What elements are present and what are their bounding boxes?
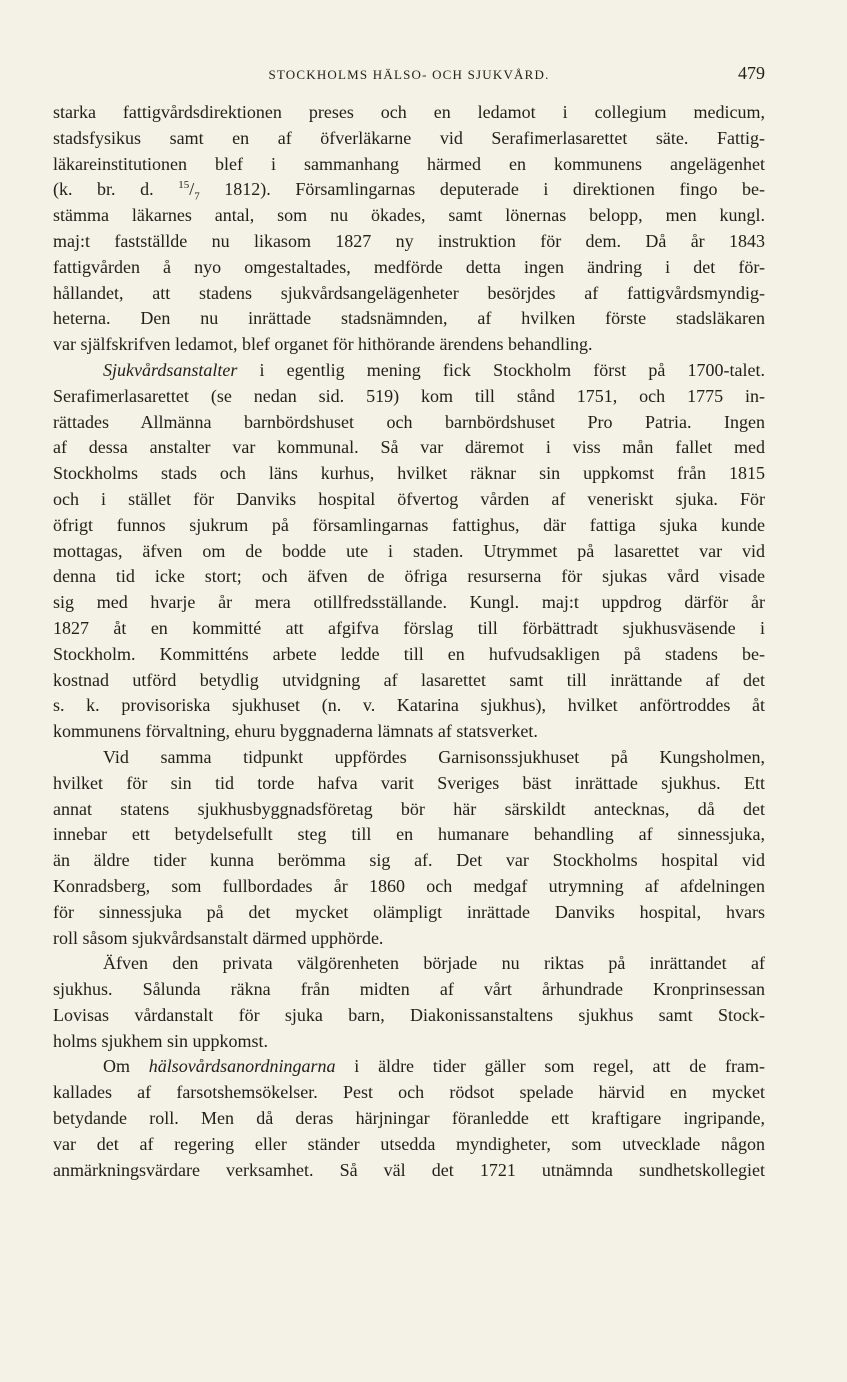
text-line-text: annat statens sjukhusbyggnadsföretag bör här särskildt antecknas, då det bbox=[53, 798, 765, 819]
page-number: 479 bbox=[738, 63, 765, 83]
text-line bbox=[53, 435, 765, 461]
text-line bbox=[53, 332, 765, 358]
text-line-text: Konradsberg, som fullbordades år 1860 och medgaf utrymning af afdelningen bbox=[53, 875, 765, 896]
text-line-text: maj:t fastställde nu likasom 1827 ny instruktion för dem. Då år 1843 bbox=[53, 230, 765, 251]
text-line-sub: 7 bbox=[194, 190, 200, 203]
text-line bbox=[53, 126, 765, 152]
text-line-text: kommunens förvaltning, ehuru byggnaderna lämnats af statsverket. bbox=[53, 721, 538, 742]
text-line-text: mottagas, äfven om de bodde ute i staden. Utrymmet på lasarettet var vid bbox=[53, 540, 765, 561]
body-text bbox=[53, 100, 765, 1183]
text-line bbox=[53, 177, 765, 203]
text-line-text: kostnad utförd betydlig utvidgning af lasarettet samt till inrättande af det bbox=[53, 669, 765, 690]
text-line bbox=[53, 100, 765, 126]
text-line bbox=[53, 539, 765, 565]
text-line-italic: hälsovårdsanordningarna bbox=[148, 1056, 336, 1077]
text-line bbox=[53, 461, 765, 487]
text-line bbox=[53, 564, 765, 590]
text-line-post: i äldre tider gäller som regel, att de fram- bbox=[335, 1056, 765, 1077]
text-line-pre: (k. br. d. bbox=[53, 179, 179, 200]
text-line-text: var det af regering eller ständer utsedda myndigheter, som utvecklade någon bbox=[53, 1133, 765, 1154]
text-line-text: af dessa anstalter var kommunal. Så var däremot i viss mån fallet med bbox=[53, 437, 765, 458]
text-line-text: kallades af farsotshemsökelser. Pest och rödsot spelade härvid en mycket bbox=[53, 1082, 765, 1103]
text-line-text: Stockholm. Kommitténs arbete ledde till en hufvudsakligen på stadens be- bbox=[53, 643, 765, 664]
text-line-text: läkareinstitutionen blef i sammanhang härmed en kommunens angelägenhet bbox=[53, 153, 765, 174]
text-line bbox=[53, 616, 765, 642]
text-line-text: hvilket för sin tid torde hafva varit Sveriges bäst inrättade sjukhus. Ett bbox=[53, 772, 765, 793]
text-line-text: för sinnessjuka på det mycket olämpligt inrättade Danviks hospital, hvars bbox=[53, 901, 765, 922]
text-line bbox=[53, 771, 765, 797]
text-line bbox=[53, 1132, 765, 1158]
text-line-text: anmärkningsvärdare verksamhet. Så väl det 1721 utnämnda sundhetskollegiet bbox=[53, 1159, 765, 1180]
text-line-text: roll såsom sjukvårdsanstalt därmed upphörde. bbox=[53, 927, 384, 948]
text-line-text: denna tid icke stort; och äfven de öfriga resurserna för sjukas vård visade bbox=[53, 566, 765, 587]
text-line-text: än äldre tider kunna berömma sig af. Det var Stockholms hospital vid bbox=[53, 850, 765, 871]
text-line bbox=[53, 1158, 765, 1184]
text-line-text: heterna. Den nu inrättade stadsnämnden, af hvilken förste stadsläkaren bbox=[53, 308, 765, 329]
running-head bbox=[53, 64, 765, 86]
text-line-text: Stockholms stads och läns kurhus, hvilket räknar sin uppkomst från 1815 bbox=[53, 463, 765, 484]
text-line bbox=[53, 229, 765, 255]
text-line bbox=[53, 1029, 765, 1055]
text-line bbox=[53, 848, 765, 874]
text-line bbox=[53, 487, 765, 513]
text-line bbox=[53, 1054, 765, 1080]
text-line bbox=[53, 797, 765, 823]
text-line-text: Serafimerlasarettet (se nedan sid. 519) kom till stånd 1751, och 1775 in- bbox=[53, 385, 765, 406]
text-line bbox=[53, 900, 765, 926]
text-line bbox=[53, 693, 765, 719]
text-line-text: Äfven den privata välgörenheten började nu riktas på inrättandet af bbox=[103, 953, 765, 974]
text-line bbox=[53, 1080, 765, 1106]
text-line-text: öfrigt funnos sjukrum på församlingarnas fattighus, där fattiga sjuka kunde bbox=[53, 514, 765, 535]
text-line-text: hållandet, att stadens sjukvårdsangelägenheter besörjdes af fattigvårdsmyndig- bbox=[53, 282, 765, 303]
text-line bbox=[53, 926, 765, 952]
text-line-text: stadsfysikus samt en af öfverläkarne vid Serafimerlasarettet säte. Fattig- bbox=[53, 127, 765, 148]
text-line bbox=[53, 951, 765, 977]
text-line bbox=[53, 203, 765, 229]
text-line bbox=[53, 642, 765, 668]
text-line-text: rättades Allmänna barnbördshuset och barnbördshuset Pro Patria. Ingen bbox=[53, 411, 765, 432]
text-line-text: stämma läkarnes antal, som nu ökades, samt lönernas belopp, men kungl. bbox=[53, 205, 765, 226]
text-line-sup: 15 bbox=[178, 179, 190, 192]
running-title: STOCKHOLMS HÄLSO- OCH SJUKVÅRD. bbox=[268, 67, 550, 82]
text-line bbox=[53, 152, 765, 178]
text-line bbox=[53, 874, 765, 900]
text-line bbox=[53, 306, 765, 332]
text-line bbox=[53, 745, 765, 771]
text-line-text: var själfskrifven ledamot, blef organet för hithörande ärendens behandling. bbox=[53, 334, 593, 355]
text-line bbox=[53, 255, 765, 281]
text-line bbox=[53, 281, 765, 307]
text-line-text: 1827 åt en kommitté att afgifva förslag till förbättradt sjukhusväsende i bbox=[53, 617, 765, 638]
text-line-text: Lovisas vårdanstalt för sjuka barn, Diakonissanstaltens sjukhus samt Stock- bbox=[53, 1004, 765, 1025]
text-line-text: s. k. provisoriska sjukhuset (n. v. Katarina sjukhus), hvilket anförtroddes åt bbox=[53, 695, 765, 716]
text-line bbox=[53, 513, 765, 539]
text-line bbox=[53, 977, 765, 1003]
text-line bbox=[53, 590, 765, 616]
text-line-text: holms sjukhem sin uppkomst. bbox=[53, 1030, 269, 1051]
text-line-slash: / bbox=[189, 179, 195, 200]
text-line bbox=[53, 410, 765, 436]
text-line-post: i egentlig mening fick Stockholm först på 1700-talet. bbox=[237, 359, 765, 380]
text-line bbox=[53, 668, 765, 694]
text-line-text: och i stället för Danviks hospital öfvertog vården af veneriskt sjuka. För bbox=[53, 488, 765, 509]
text-line bbox=[53, 384, 765, 410]
text-line-text: starka fattigvårdsdirektionen preses och en ledamot i collegium medicum, bbox=[53, 102, 765, 122]
text-line-text: fattigvården å nyo omgestaltades, medförde detta ingen ändring i det för- bbox=[53, 256, 765, 277]
text-line-text: sjukhus. Sålunda räkna från midten af vårt århundrade Kronprinsessan bbox=[53, 979, 765, 1000]
text-line bbox=[53, 1106, 765, 1132]
text-line-post: 1812). Församlingarnas deputerade i direktionen fingo be- bbox=[199, 179, 765, 200]
text-line-text: Vid samma tidpunkt uppfördes Garnisonssjukhuset på Kungsholmen, bbox=[103, 746, 765, 767]
text-line-text: sig med hvarje år mera otillfredsställande. Kungl. maj:t uppdrog därför år bbox=[53, 592, 765, 613]
text-line bbox=[53, 822, 765, 848]
text-line-text: betydande roll. Men då deras härjningar föranledde ett kraftigare ingripande, bbox=[53, 1108, 765, 1129]
text-line bbox=[53, 1003, 765, 1029]
text-line bbox=[53, 358, 765, 384]
text-line bbox=[53, 719, 765, 745]
text-line-italic: Sjukvårdsanstalter bbox=[103, 359, 238, 380]
text-line-pre: Om bbox=[103, 1056, 149, 1077]
text-line-text: innebar ett betydelsefullt steg till en humanare behandling af sinnessjuka, bbox=[53, 824, 765, 845]
